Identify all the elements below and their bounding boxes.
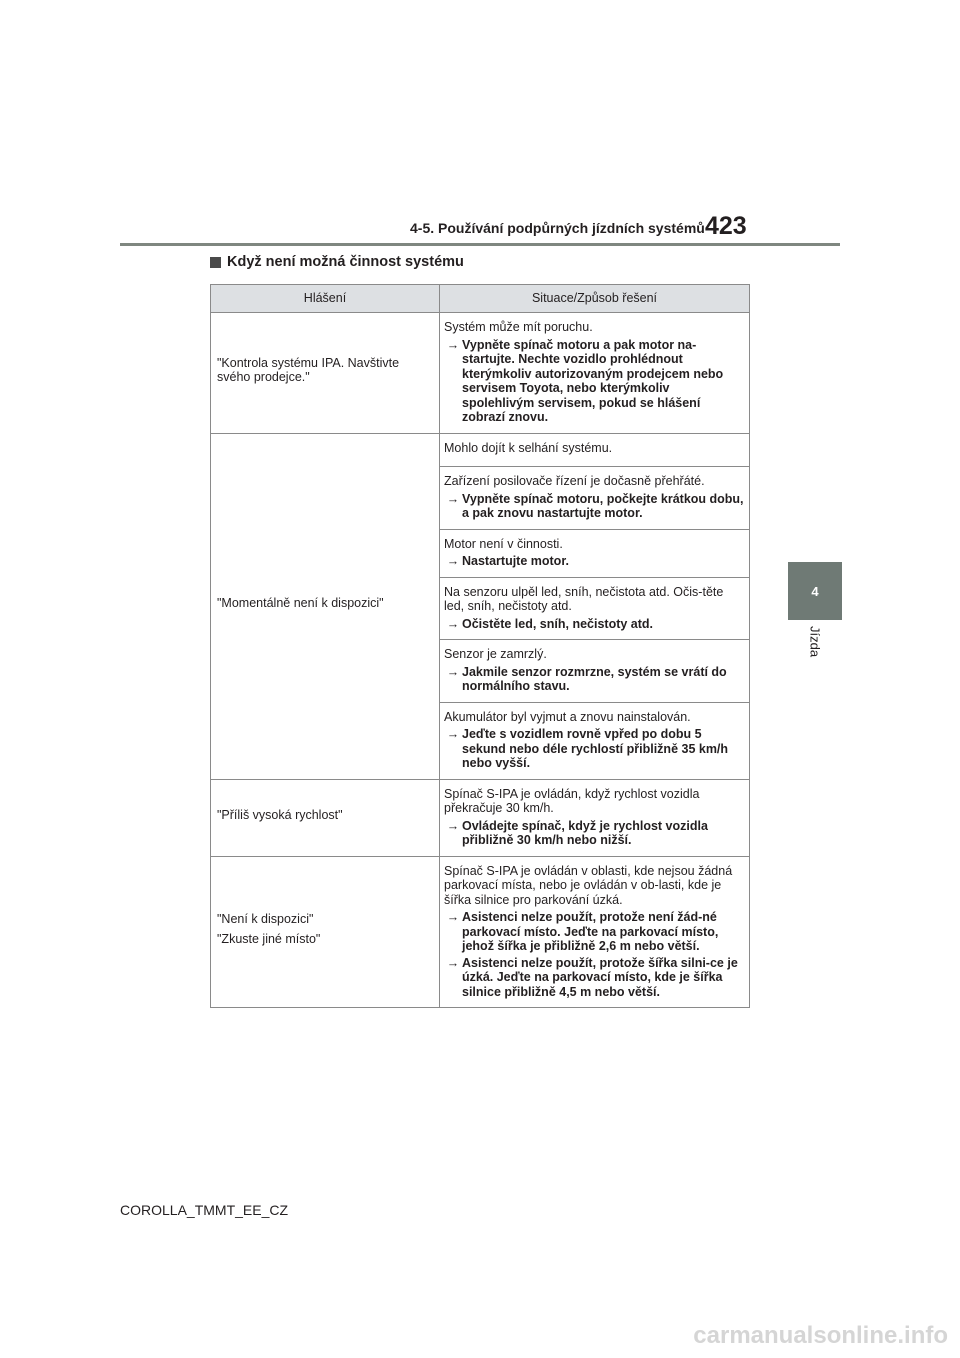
message-text: "Není k dispozici" — [217, 912, 314, 927]
table-row — [211, 856, 750, 1008]
message-cell — [211, 433, 440, 779]
arrow-right-icon: → — [446, 727, 460, 741]
action-text: Jeďte s vozidlem rovně vpřed po dobu 5 sekund nebo déle rychlostí přibližně 35 km/h nebo vyšší. — [462, 727, 729, 770]
action-text: Asistenci nelze použít, protože není žád-né parkovací místo. Jeďte na parkovací místo, jehož šířka je přibližně 2,6 m nebo větší. — [462, 910, 719, 953]
message-text: "Příliš vysoká rychlost" — [217, 807, 343, 822]
column-header-message: Hlášení — [211, 285, 440, 313]
table-row — [211, 779, 750, 856]
message-text: "Zkuste jiné místo" — [217, 931, 321, 946]
action-item — [444, 554, 745, 569]
action-text: Jakmile senzor rozmrzne, systém se vrátí do normálního stavu. — [462, 664, 727, 693]
solution-entry — [440, 466, 749, 529]
solution-entry — [440, 639, 749, 702]
message-text: "Momentálně není k dispozici" — [217, 596, 384, 611]
action-text: Nastartujte motor. — [462, 554, 569, 568]
action-item — [444, 338, 745, 425]
chapter-tab-number: 4 — [811, 583, 819, 599]
situation-text: Spínač S-IPA je ovládán v oblasti, kde nejsou žádná parkovací místa, nebo je ovládán v ob-lasti, kde je šířka silnice pro parkování úzká. — [444, 863, 733, 907]
solution-entry — [440, 313, 749, 433]
arrow-right-icon: → — [446, 337, 460, 352]
square-bullet-icon — [210, 257, 221, 268]
chapter-tab[interactable] — [788, 562, 842, 620]
table-body — [211, 313, 750, 1008]
solution-entry — [440, 434, 749, 467]
situation-text: Systém může mít poruchu. — [444, 320, 593, 334]
situation-text: Na senzoru ulpěl led, sníh, nečistota atd. Očis-těte led, sníh, nečistoty atd. — [444, 584, 724, 613]
arrow-right-icon: → — [446, 818, 460, 833]
section-heading — [210, 254, 464, 270]
action-text: Ovládejte spínač, když je rychlost vozidla přibližně 30 km/h nebo nižší. — [462, 818, 708, 847]
watermark: carmanualsonline.info — [693, 1322, 948, 1349]
action-item — [444, 617, 745, 632]
solution-entry — [440, 577, 749, 640]
arrow-right-icon: → — [446, 491, 460, 506]
solution-cell — [440, 779, 750, 856]
solution-cell — [440, 313, 750, 434]
solution-entry — [440, 702, 749, 779]
solution-cell — [440, 433, 750, 779]
header-section-title: 4-5. Používání podpůrných jízdních systémů — [410, 220, 705, 236]
situation-text: Mohlo dojít k selhání systému. — [444, 440, 613, 455]
situation-text: Spínač S-IPA je ovládán, když rychlost vozidla překračuje 30 km/h. — [444, 786, 700, 815]
solution-entry — [440, 780, 749, 856]
action-text: Vypněte spínač motoru a pak motor na-startujte. Nechte vozidlo prohlédnout kterýmkoliv autorizovaným prodejcem nebo servisem Toyota, nebo kterýmkoliv spolehlivým servisem, pokud se hlášení zobrazí znovu. — [462, 337, 724, 424]
message-text: "Kontrola systému IPA. Navštivte svého prodejce." — [217, 355, 400, 385]
action-text: Asistenci nelze použít, protože šířka silni-ce je úzká. Jeďte na parkovací místo, kde je šířka silnice přibližně 4,5 m nebo větší. — [462, 955, 738, 999]
section-heading-text: Když není možná činnost systému — [227, 254, 464, 270]
action-item — [444, 665, 745, 694]
chapter-tab-label: Jízda — [807, 626, 823, 658]
action-text: Vypněte spínač motoru, počkejte krátkou dobu, a pak znovu nastartujte motor. — [462, 491, 744, 520]
solution-entry — [440, 857, 749, 1008]
message-cell — [211, 856, 440, 1008]
column-header-solution: Situace/Způsob řešení — [440, 285, 750, 313]
action-item — [444, 910, 745, 954]
document-code: COROLLA_TMMT_EE_CZ — [120, 1202, 289, 1218]
table-header-row — [211, 285, 750, 313]
action-item — [444, 492, 745, 521]
message-cell — [211, 313, 440, 434]
situation-text: Senzor je zamrzlý. — [444, 647, 547, 661]
message-cell — [211, 779, 440, 856]
action-text: Očistěte led, sníh, nečistoty atd. — [462, 616, 654, 631]
arrow-right-icon: → — [446, 955, 460, 970]
message-table — [210, 284, 750, 1008]
table-row — [211, 313, 750, 434]
action-item — [444, 727, 745, 771]
table-row — [211, 433, 750, 779]
situation-text: Zařízení posilovače řízení je dočasně přehřáté. — [444, 474, 705, 488]
action-item — [444, 956, 745, 1000]
solution-cell — [440, 856, 750, 1008]
situation-text: Akumulátor byl vyjmut a znovu nainstalován. — [444, 709, 691, 724]
page-number: 423 — [705, 212, 747, 240]
arrow-right-icon: → — [446, 910, 460, 924]
situation-text: Motor není v činnosti. — [444, 536, 563, 551]
arrow-right-icon: → — [446, 664, 460, 679]
solution-entry — [440, 529, 749, 577]
header-divider — [120, 243, 840, 246]
arrow-right-icon: → — [446, 616, 460, 631]
action-item — [444, 819, 745, 848]
arrow-right-icon: → — [446, 554, 460, 568]
